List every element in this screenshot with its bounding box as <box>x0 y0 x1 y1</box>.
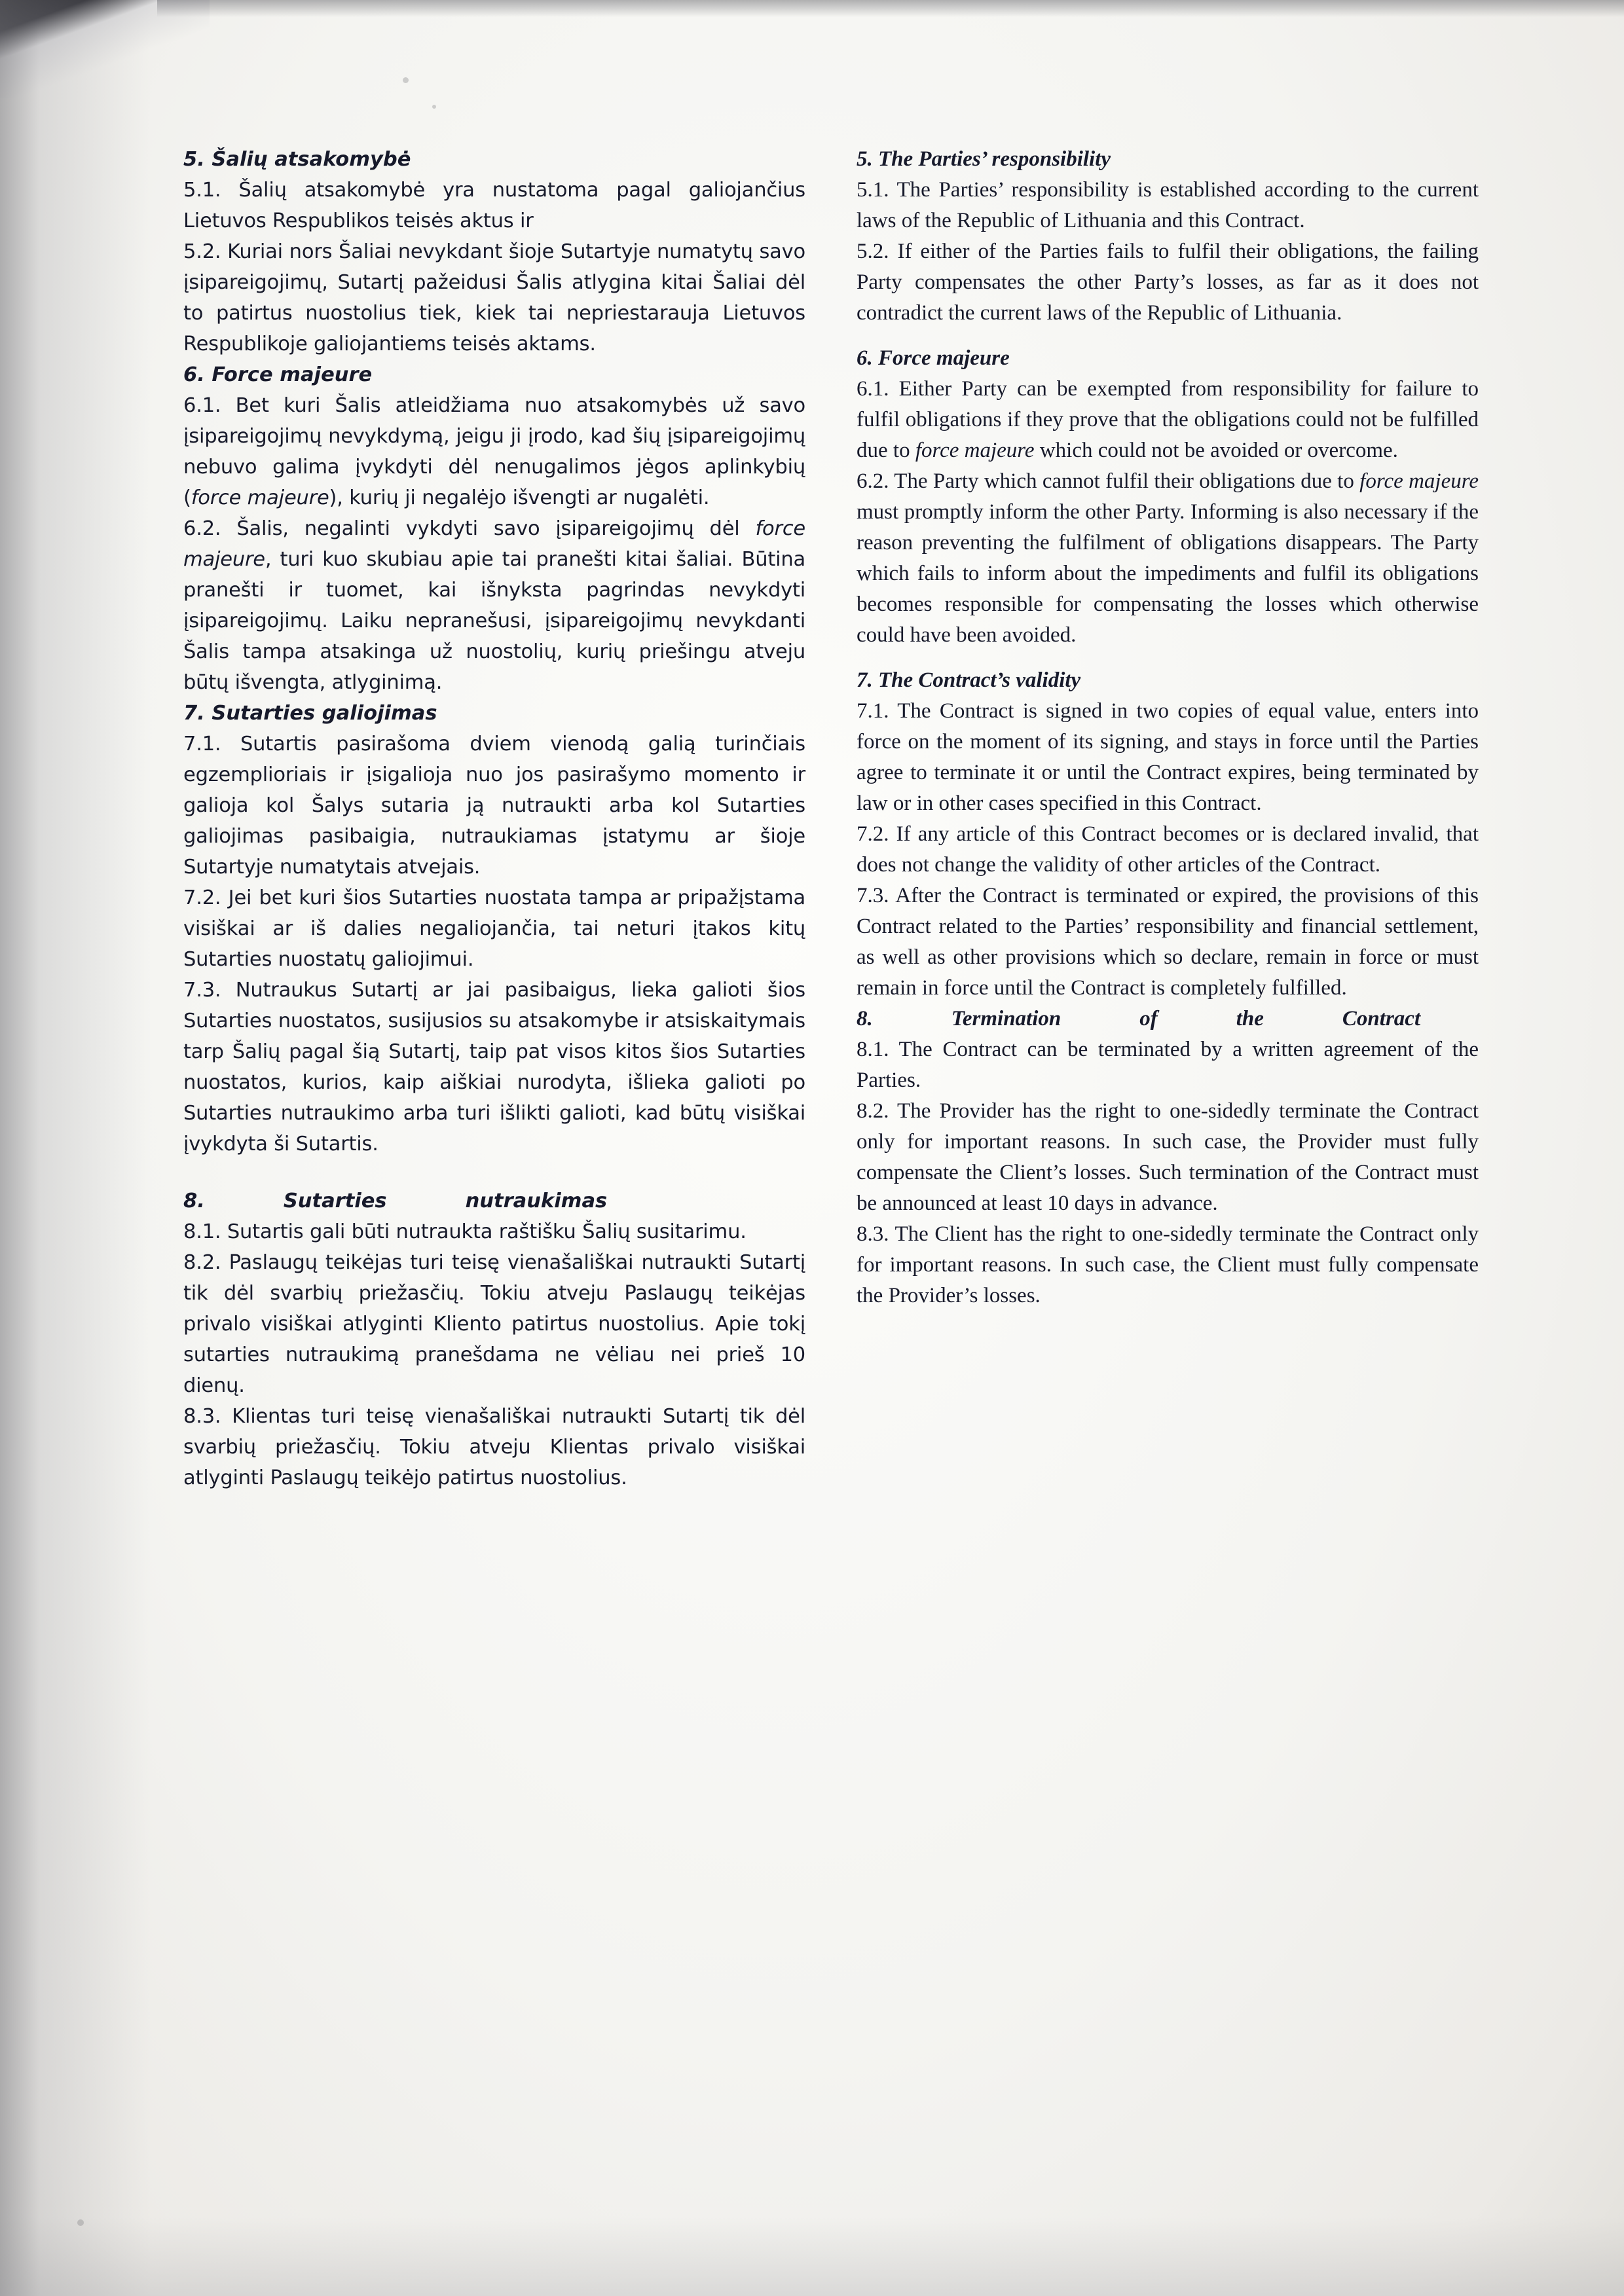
paragraph-spacer <box>183 1159 805 1186</box>
emphasis-force-majeure: force majeure <box>915 439 1035 462</box>
scan-top-shadow <box>157 0 1624 17</box>
paragraph-spacer <box>857 651 1479 665</box>
column-english <box>857 144 1479 1493</box>
clause-7-3-en: 7.3. After the Contract is terminated or expired, the provisions of this Contract related to the Parties’ responsibility and financial settlement, as well as other provisions which so declare, remain in force or must remain in force until the Contract is completely fulfilled. <box>857 884 1479 1000</box>
document-body <box>183 144 1480 1493</box>
section-heading-7-en: 7. The Contract’s validity <box>857 668 1081 692</box>
section-heading-5-en: 5. The Parties’ responsibility <box>857 147 1111 171</box>
clause-8-2-en: 8.2. The Provider has the right to one-sidedly terminate the Contract only for important reasons. In such case, the Provider must fully compensate the Client’s losses. Such termination of the Contract must be announced at least 10 days in advance. <box>857 1099 1479 1215</box>
section-heading-5-lt: 5. Šalių atsakomybė <box>183 148 411 171</box>
clause-5-2-lt: 5.2. Kuriai nors Šaliai nevykdant šioje Sutartyje numatytų savo įsipareigojimų, Sutartį pažeidusi Šalis atlygina kitai Šaliai dėl to patirtus nuostolius tiek, kiek tai nepriestarauja Lietuvos Respublikoje galiojantiems teisės aktams. <box>183 240 805 355</box>
clause-8-2-lt: 8.2. Paslaugų teikėjas turi teisę vienašališkai nutraukti Sutartį tik dėl svarbių priežasčių. Tokiu atveju Paslaugų teikėjas privalo visiškai atlyginti Kliento patirtus nuostolius. Apie tokį sutarties nutraukimą pranešdama ne vėliau nei prieš 10 dienų. <box>183 1251 805 1397</box>
section-heading-8-en: 8. Termination of the Contract <box>857 1007 1421 1030</box>
clause-5-2-en: 5.2. If either of the Parties fails to fulfil their obligations, the failing Party compensates the other Party’s losses, as far as it does not contradict the current laws of the Republic of Lithuania. <box>857 240 1479 325</box>
section-heading-6-en: 6. Force majeure <box>857 346 1010 370</box>
emphasis-force-majeure: force majeure <box>1359 469 1479 493</box>
clause-6-2-lt: 6.2. Šalis, negalinti vykdyti savo įsipareigojimų dėl force majeure, turi kuo skubiau apie tai pranešti kitai šaliai. Būtina pranešti ir tuomet, kai išnyksta pagrindas nevykdyti įsipareigojimų. Laiku nepranešusi, įsipareigojimų nevykdanti Šalis tampa atsakinga už nuostolių, kurių priešingu atveju būtų išvengta, atlyginimą. <box>183 517 805 694</box>
emphasis-force-majeure: force majeure <box>191 486 329 509</box>
scan-speck <box>432 105 436 109</box>
clause-6-1-en: 6.1. Either Party can be exempted from responsibility for failure to fulfil obligations if they prove that the obligations could not be fulfilled due to force majeure which could not be avoided or overcome. <box>857 377 1479 462</box>
scan-bottom-shadow <box>0 2217 1624 2296</box>
emphasis-force-majeure: force majeure <box>183 517 805 571</box>
clause-8-3-en: 8.3. The Client has the right to one-sidedly terminate the Contract only for important reasons. In such case, the Client must fully compensate the Provider’s losses. <box>857 1222 1479 1307</box>
clause-8-1-lt: 8.1. Sutartis gali būti nutraukta raštišku Šalių susitarimu. <box>183 1220 747 1243</box>
clause-6-1-lt: 6.1. Bet kuri Šalis atleidžiama nuo atsakomybės už savo įsipareigojimų nevykdymą, jeigu ji įrodo, kad šių įsipareigojimų nebuvo galima įvykdyti dėl nenugalimos jėgos aplinkybių (force majeure), kurių ji negalėjo išvengti ar nugalėti. <box>183 394 805 509</box>
clause-7-3-lt: 7.3. Nutraukus Sutartį ar jai pasibaigus, lieka galioti šios Sutarties nuostatos, susijusios su atsakomybe ir atsiskaitymais tarp Šalių pagal šią Sutartį, taip pat visos kitos šios Sutarties nuostatos, kurios, kaip aiškiai nurodyta, išlieka galioti po Sutarties nutraukimo arba turi išlikti galioti, kad būtų visiškai įvykdyta ši Sutartis. <box>183 979 805 1156</box>
section-heading-7-lt: 7. Sutarties galiojimas <box>183 702 437 725</box>
clause-8-3-lt: 8.3. Klientas turi teisę vienašališkai nutraukti Sutartį tik dėl svarbių priežasčių. Tokiu atveju Klientas privalo visiškai atlyginti Paslaugų teikėjo patirtus nuostolius. <box>183 1405 805 1489</box>
clause-6-2-en: 6.2. The Party which cannot fulfil their obligations due to force majeure must promptly inform the other Party. Informing is also necessary if the reason preventing the fulfilment of obligations disappears. The Party which fails to inform about the impediments and fulfil its obligations becomes responsible for compensating the losses which otherwise could have been avoided. <box>857 469 1479 647</box>
clause-7-1-en: 7.1. The Contract is signed in two copies of equal value, enters into force on the moment of its signing, and stays in force until the Parties agree to terminate it or until the Contract expires, being terminated by law or in other cases specified in this Contract. <box>857 699 1479 815</box>
clause-7-2-en: 7.2. If any article of this Contract becomes or is declared invalid, that does not change the validity of other articles of the Contract. <box>857 822 1479 877</box>
paragraph-spacer <box>857 329 1479 343</box>
section-heading-6-lt: 6. Force majeure <box>183 363 373 386</box>
clause-5-1-lt: 5.1. Šalių atsakomybė yra nustatoma pagal galiojančius Lietuvos Respublikos teisės aktus ir <box>183 179 805 232</box>
clause-7-2-lt: 7.2. Jei bet kuri šios Sutarties nuostata tampa ar pripažįstama visiškai ar iš dalies negaliojančia, tai neturi įtakos kitų Sutarties nuostatų galiojimui. <box>183 886 805 971</box>
clause-7-1-lt: 7.1. Sutartis pasirašoma dviem vienodą galią turinčiais egzemplioriais ir įsigalioja nuo jos pasirašymo momento ir galioja kol Šalys sutaria ją nutraukti arba kol Sutarties galiojimas pasibaigia, nutraukiamas įstatymu ar šioje Sutartyje numatytais atvejais. <box>183 733 805 879</box>
clause-5-1-en: 5.1. The Parties’ responsibility is established according to the current laws of the Republic of Lithuania and this Contract. <box>857 178 1479 232</box>
clause-8-1-en: 8.1. The Contract can be terminated by a written agreement of the Parties. <box>857 1038 1479 1092</box>
column-lithuanian <box>183 144 805 1493</box>
scan-speck <box>77 2219 84 2226</box>
scan-speck <box>403 77 409 83</box>
scan-edge-shadow <box>0 0 164 2296</box>
section-heading-8-lt: 8. Sutarties nutraukimas <box>183 1190 608 1212</box>
